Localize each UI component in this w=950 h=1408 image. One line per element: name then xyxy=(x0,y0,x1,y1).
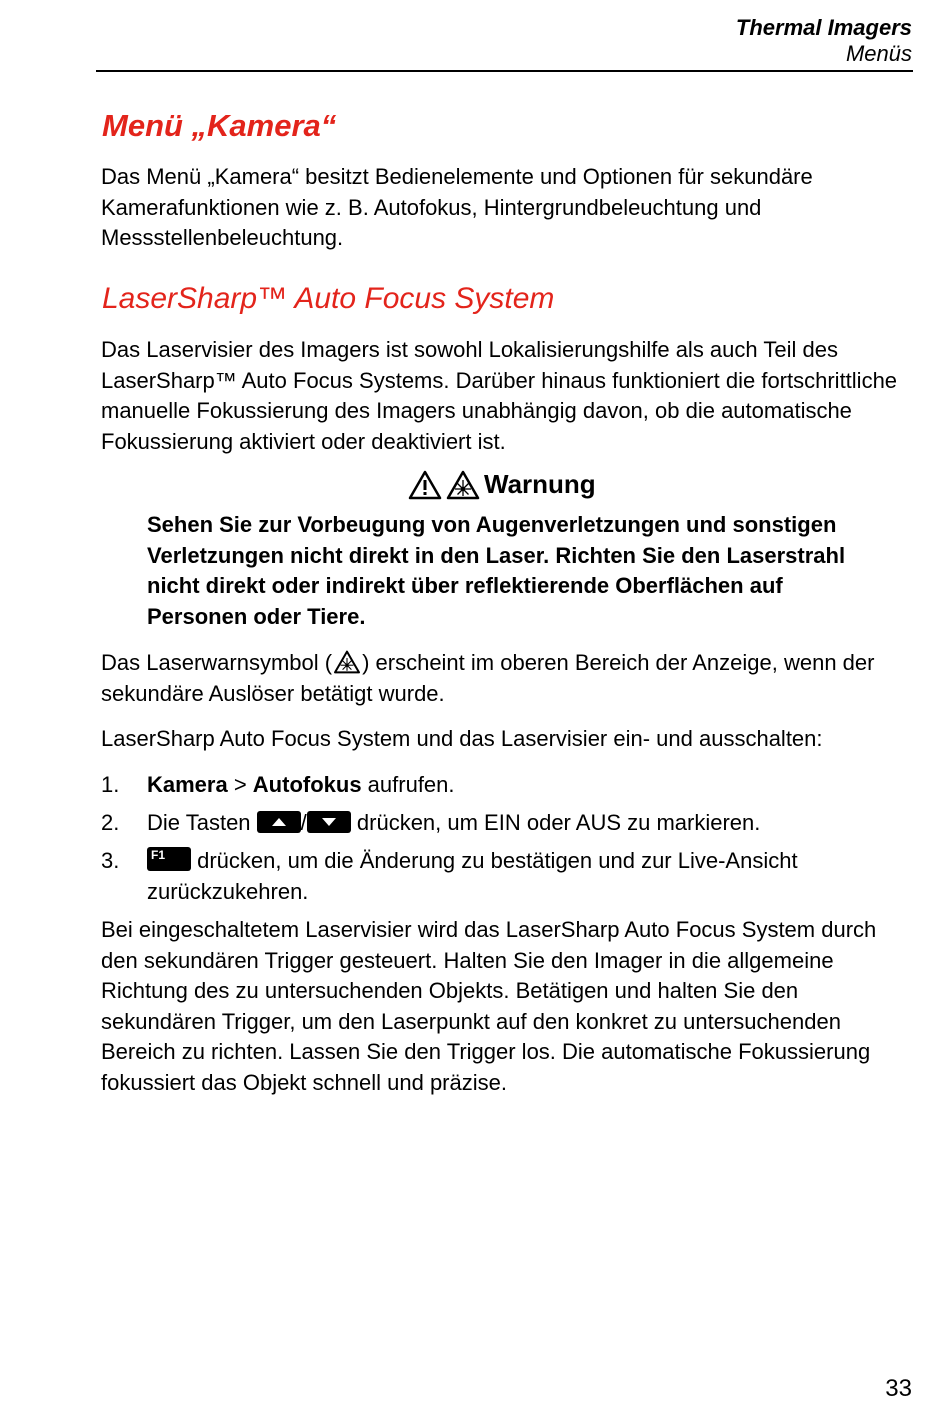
laser-paragraph: Das Laservisier des Imagers ist sowohl Lokalisierungshilfe als auch Teil des LaserSharp™ Auto Focus Systems. Darüber hinaus funktioniert die fortschrittliche manuelle Fokussierung des Imagers unabhängig davon, ob die automatische Fokussierung aktiviert oder deaktiviert ist. xyxy=(101,337,898,454)
laser-symbol-text-before: Das Laserwarnsymbol ( xyxy=(101,650,333,675)
down-arrow-key-icon xyxy=(307,811,351,833)
step-text xyxy=(147,808,907,839)
step-text-before: Die Tasten xyxy=(147,810,257,835)
laser-warning-icon xyxy=(332,650,362,674)
page-number: 33 xyxy=(885,1375,912,1402)
step-text xyxy=(147,770,907,801)
f1-key-label: F1 xyxy=(151,848,166,862)
f1-key xyxy=(147,847,191,871)
step-text-after: drücken, um die Änderung zu bestätigen und zur Live-Ansicht zurückzukehren. xyxy=(147,848,798,904)
key-separator: / xyxy=(300,810,307,835)
menu-separator: > xyxy=(227,772,253,797)
step-number: 3. xyxy=(101,848,120,873)
header-rule xyxy=(96,70,913,72)
laser-warning-icon xyxy=(446,470,480,500)
laser-symbol-paragraph xyxy=(101,648,911,709)
menu-autofocus: Autofokus xyxy=(252,772,362,797)
warning-triangle-icon xyxy=(408,470,442,500)
up-arrow-key-icon xyxy=(257,811,301,833)
header-subtitle: Menüs xyxy=(845,41,912,66)
toggle-intro-paragraph: LaserSharp Auto Focus System und das Laservisier ein- und ausschalten: xyxy=(101,726,823,751)
header-title: Thermal Imagers xyxy=(735,15,912,40)
step-text-after: drücken, um EIN oder AUS zu markieren. xyxy=(350,810,761,835)
trigger-paragraph: Bei eingeschaltetem Laservisier wird das LaserSharp Auto Focus System durch den sekundären Trigger gesteuert. Halten Sie den Imager in die allgemeine Richtung des zu untersuchenden Objekts. Betätigen und halten Sie den sekundären Trigger, um den Laserpunkt auf den konkret zu untersuchenden Bereich zu richten. Lassen Sie den Trigger los. Die automatische Fokussierung fokussiert das Objekt schnell und präzise. xyxy=(101,917,877,1095)
running-header xyxy=(736,15,912,67)
laser-symbol-text-after: ) erscheint im oberen Bereich der Anzeige, wenn der sekundäre Auslöser betätigt wurde. xyxy=(101,650,875,706)
step-number: 2. xyxy=(101,810,120,835)
step-text xyxy=(147,846,907,907)
menu-camera: Kamera xyxy=(147,772,228,797)
warning-text: Sehen Sie zur Vorbeugung von Augenverletzungen und sonstigen Verletzungen nicht direkt in den Laser. Richten Sie den Laserstrahl nicht direkt oder indirekt über reflektierende Oberflächen auf Personen oder Tiere. xyxy=(147,512,846,629)
subsection-title: LaserSharp™ Auto Focus System xyxy=(102,282,555,315)
warning-heading xyxy=(408,469,596,500)
step-number: 1. xyxy=(101,772,120,797)
intro-paragraph: Das Menü „Kamera“ besitzt Bedienelemente und Optionen für sekundäre Kamerafunktionen wie z. B. Autofokus, Hintergrundbeleuchtung und Messstellenbeleuchtung. xyxy=(101,164,813,250)
step-rest: aufrufen. xyxy=(361,772,455,797)
warning-label: Warnung xyxy=(484,469,596,499)
section-title: Menü „Kamera“ xyxy=(102,108,337,143)
